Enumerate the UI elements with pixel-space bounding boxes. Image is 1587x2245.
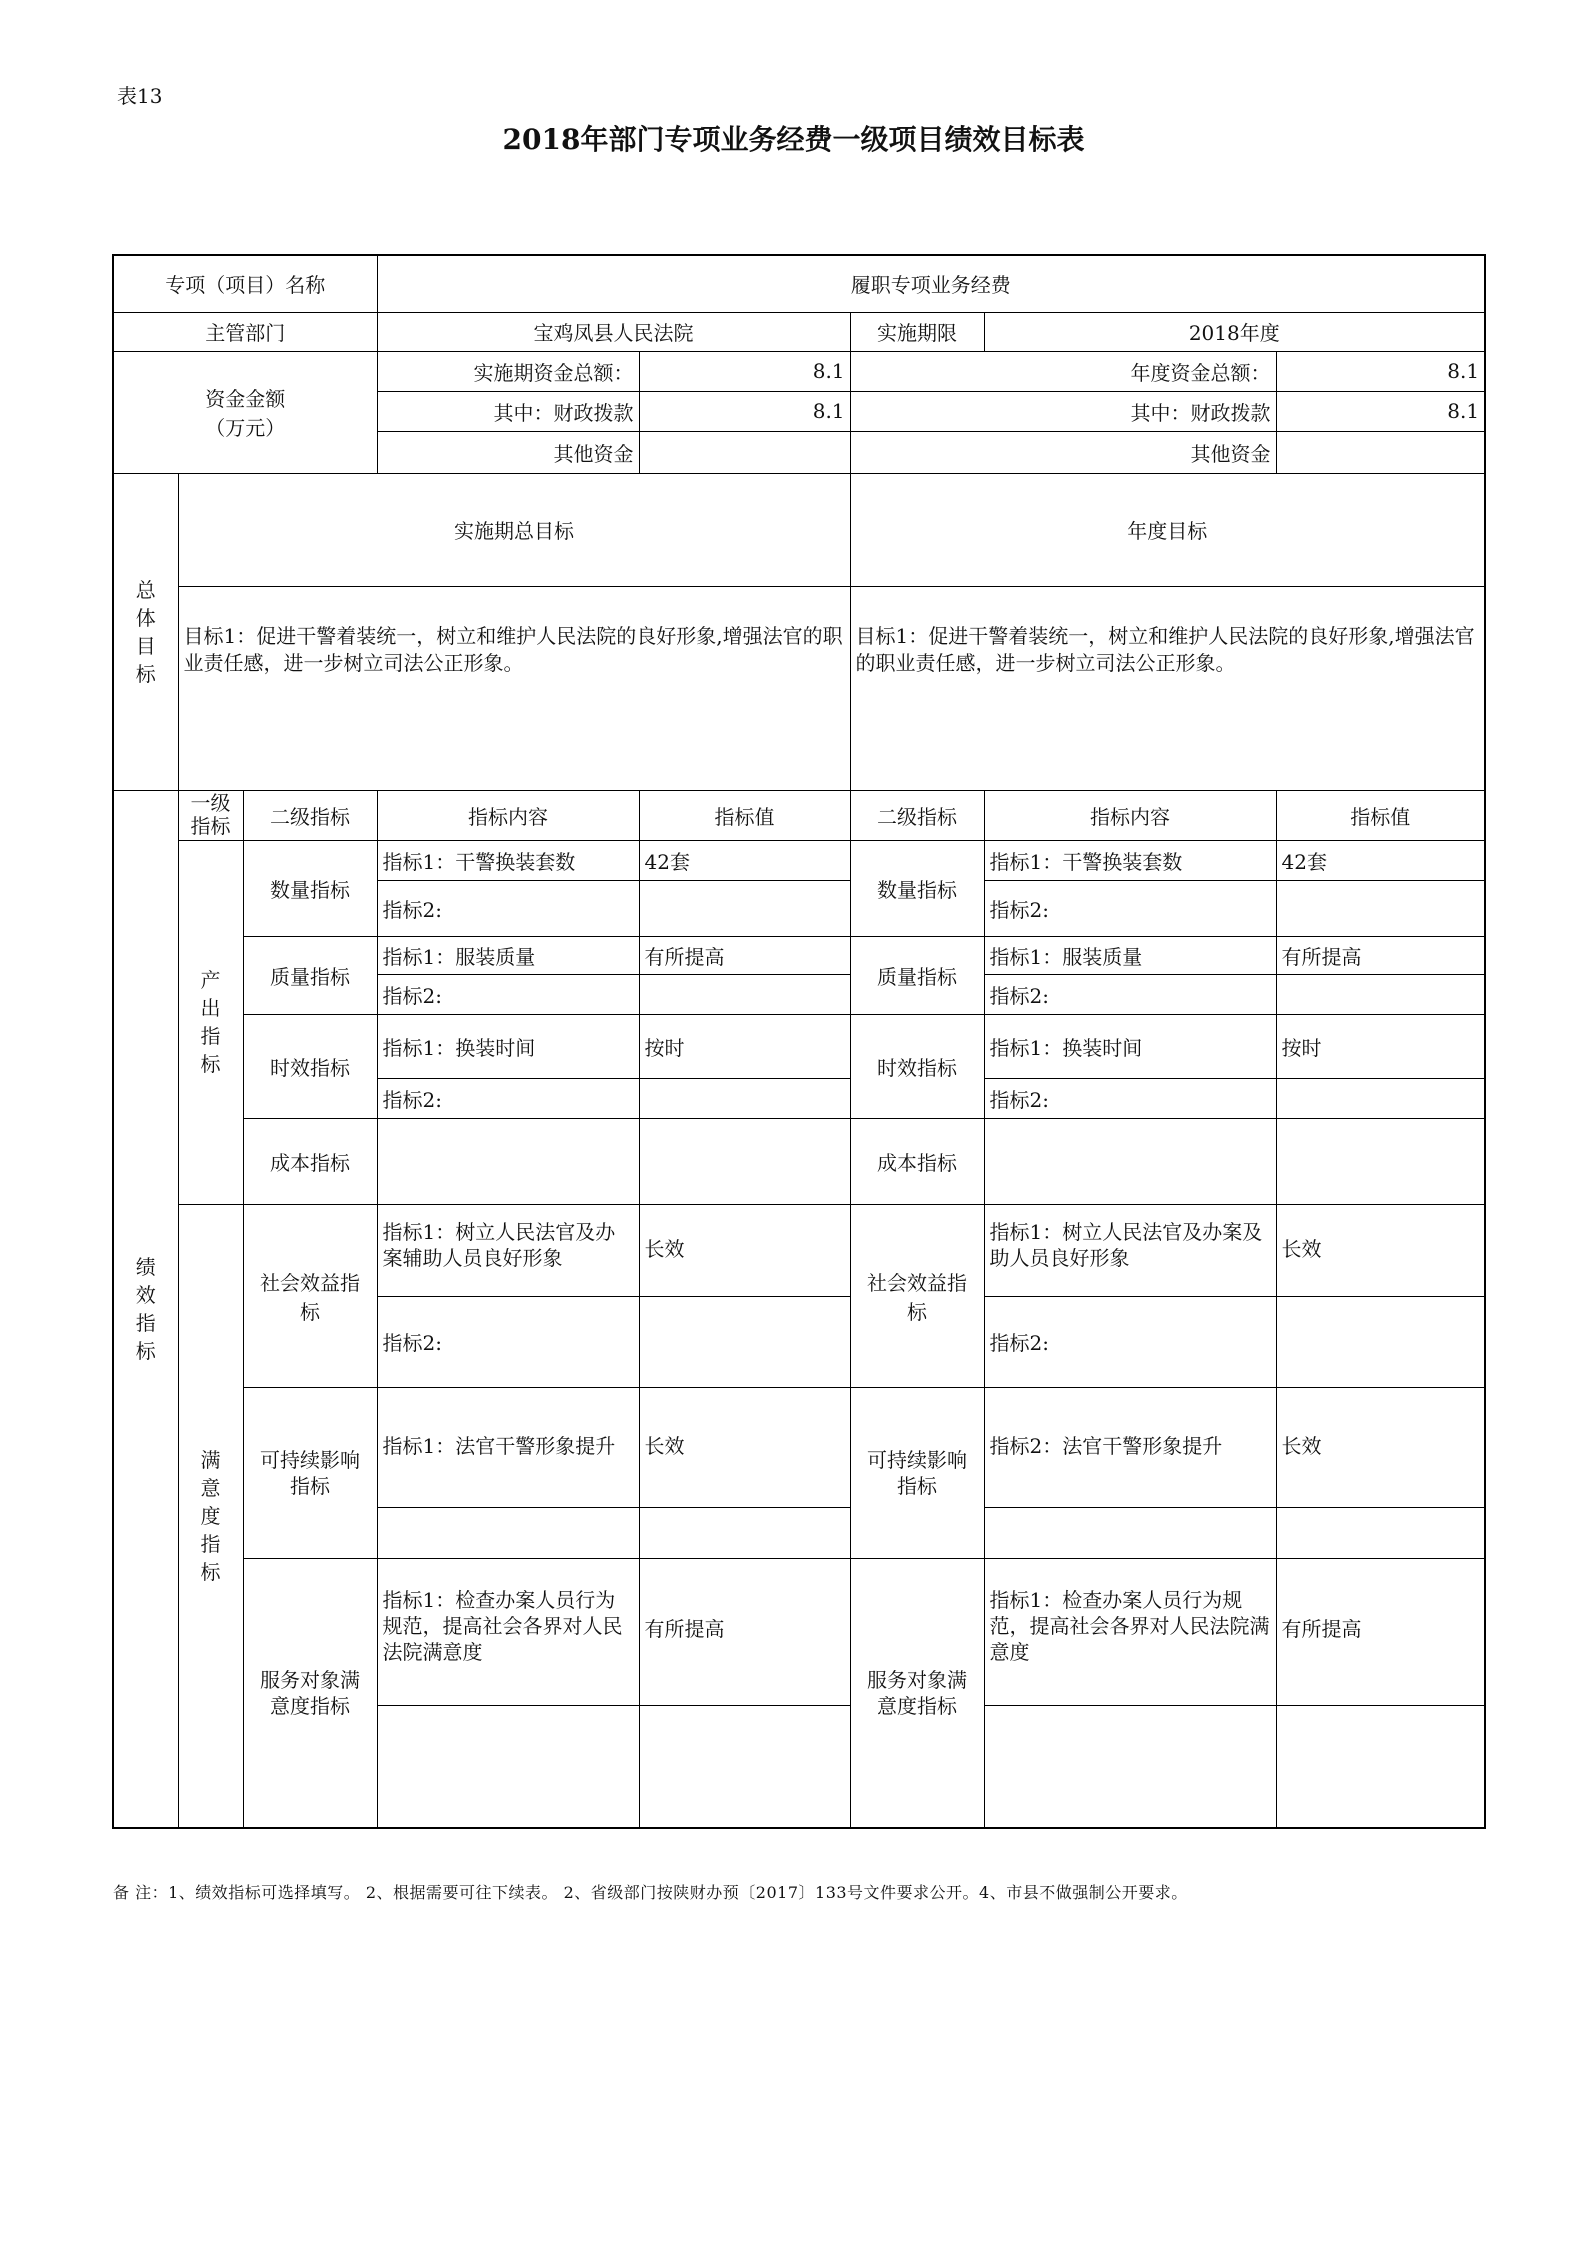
right-sustain-content-1: 指标2：法官干警形象提升	[984, 1387, 1276, 1507]
right-service-label: 服务对象满意度指标	[850, 1558, 984, 1828]
left-quantity-label: 数量指标	[243, 840, 377, 936]
right-quality-value-1: 有所提高	[1276, 936, 1485, 974]
left-social-value-1: 长效	[639, 1204, 850, 1296]
right-service-value-1: 有所提高	[1276, 1558, 1485, 1705]
period-label: 实施期限	[850, 312, 984, 351]
right-sustain-value-1: 长效	[1276, 1387, 1485, 1507]
annual-goal-header: 年度目标	[850, 473, 1485, 586]
right-sustain-content-2	[984, 1507, 1276, 1558]
funds-label-line2: （万元）	[205, 416, 286, 440]
left-service-content-2	[377, 1705, 639, 1828]
left-sustain-label: 可持续影响指标	[243, 1387, 377, 1558]
right-social-content-2: 指标2:	[984, 1296, 1276, 1387]
left-timeliness-value-2	[639, 1078, 850, 1118]
project-name-label: 专项（项目）名称	[113, 255, 377, 312]
right-timeliness-content-1: 指标1：换装时间	[984, 1014, 1276, 1078]
right-timeliness-value-1: 按时	[1276, 1014, 1485, 1078]
left-quantity-value-2	[639, 880, 850, 936]
document-title: 2018年部门专项业务经费一级项目绩效目标表	[502, 123, 1085, 156]
annual-total-value: 8.1	[1276, 351, 1485, 391]
period-other-value	[639, 431, 850, 473]
right-quantity-value-1: 42套	[1276, 840, 1485, 880]
performance-target-table	[112, 254, 1486, 1829]
left-sustain-content-2	[377, 1507, 639, 1558]
right-quality-value-2	[1276, 974, 1485, 1014]
left-quality-value-1: 有所提高	[639, 936, 850, 974]
right-timeliness-content-2: 指标2:	[984, 1078, 1276, 1118]
right-social-value-2	[1276, 1296, 1485, 1387]
annual-other-value	[1276, 431, 1485, 473]
right-value-header: 指标值	[1276, 790, 1485, 840]
left-service-value-2	[639, 1705, 850, 1828]
right-cost-value	[1276, 1118, 1485, 1204]
left-cost-value	[639, 1118, 850, 1204]
output-indicator-label: 产 出 指 标	[178, 840, 243, 1204]
right-quality-content-2: 指标2:	[984, 974, 1276, 1014]
right-quality-label: 质量指标	[850, 936, 984, 1014]
left-sustain-value-2	[639, 1507, 850, 1558]
right-service-content-1: 指标1：检查办案人员行为规范，提高社会各界对人民法院满意度	[984, 1558, 1276, 1705]
right-social-label: 社会效益指标	[850, 1204, 984, 1387]
right-quantity-content-1: 指标1：干警换装套数	[984, 840, 1276, 880]
left-service-value-1: 有所提高	[639, 1558, 850, 1705]
right-level2-header: 二级指标	[850, 790, 984, 840]
left-quality-label: 质量指标	[243, 936, 377, 1014]
right-timeliness-value-2	[1276, 1078, 1485, 1118]
annual-fiscal-value: 8.1	[1276, 391, 1485, 431]
right-content-header: 指标内容	[984, 790, 1276, 840]
period-value: 2018年度	[984, 312, 1485, 351]
funds-label-line1: 资金金额	[205, 387, 286, 411]
period-goal-header: 实施期总目标	[178, 473, 850, 586]
right-quantity-label: 数量指标	[850, 840, 984, 936]
table-number: 表13	[117, 84, 163, 108]
left-quality-content-1: 指标1：服装质量	[377, 936, 639, 974]
level1-header: 一级指标	[178, 790, 243, 840]
left-social-content-1: 指标1：树立人民法官及办案辅助人员良好形象	[377, 1204, 639, 1296]
left-content-header: 指标内容	[377, 790, 639, 840]
period-other-label: 其他资金	[377, 431, 639, 473]
right-cost-content	[984, 1118, 1276, 1204]
right-sustain-value-2	[1276, 1507, 1485, 1558]
left-value-header: 指标值	[639, 790, 850, 840]
right-service-value-2	[1276, 1705, 1485, 1828]
overall-goal-side-label: 总 体 目 标	[113, 473, 178, 790]
annual-other-label: 其他资金	[850, 431, 1276, 473]
period-fiscal-label: 其中：财政拨款	[377, 391, 639, 431]
left-level2-header: 二级指标	[243, 790, 377, 840]
right-timeliness-label: 时效指标	[850, 1014, 984, 1118]
left-quality-content-2: 指标2:	[377, 974, 639, 1014]
left-quality-value-2	[639, 974, 850, 1014]
right-social-content-1: 指标1：树立人民法官及办案及助人员良好形象	[984, 1204, 1276, 1296]
project-name-value: 履职专项业务经费	[377, 255, 1485, 312]
right-sustain-label: 可持续影响指标	[850, 1387, 984, 1558]
left-timeliness-content-2: 指标2:	[377, 1078, 639, 1118]
left-sustain-value-1: 长效	[639, 1387, 850, 1507]
period-total-value: 8.1	[639, 351, 850, 391]
annual-goal-text: 目标1：促进干警着装统一，树立和维护人民法院的良好形象,增强法官的职业责任感，进一步树立司法公正形象。	[850, 586, 1485, 790]
right-quantity-content-2: 指标2:	[984, 880, 1276, 936]
right-service-content-2	[984, 1705, 1276, 1828]
funds-label	[113, 351, 377, 473]
right-cost-label: 成本指标	[850, 1118, 984, 1204]
left-timeliness-value-1: 按时	[639, 1014, 850, 1078]
left-quantity-value-1: 42套	[639, 840, 850, 880]
right-social-value-1: 长效	[1276, 1204, 1485, 1296]
annual-total-label: 年度资金总额：	[850, 351, 1276, 391]
period-fiscal-value: 8.1	[639, 391, 850, 431]
right-quantity-value-2	[1276, 880, 1485, 936]
left-timeliness-content-1: 指标1：换装时间	[377, 1014, 639, 1078]
annual-fiscal-label: 其中：财政拨款	[850, 391, 1276, 431]
left-social-value-2	[639, 1296, 850, 1387]
satisfaction-indicator-label: 满 意 度 指 标	[178, 1204, 243, 1828]
left-cost-label: 成本指标	[243, 1118, 377, 1204]
left-sustain-content-1: 指标1：法官干警形象提升	[377, 1387, 639, 1507]
left-timeliness-label: 时效指标	[243, 1014, 377, 1118]
left-social-content-2: 指标2:	[377, 1296, 639, 1387]
dept-value: 宝鸡凤县人民法院	[377, 312, 850, 351]
left-service-label: 服务对象满意度指标	[243, 1558, 377, 1828]
left-social-label: 社会效益指标	[243, 1204, 377, 1387]
right-quality-content-1: 指标1：服装质量	[984, 936, 1276, 974]
left-quantity-content-2: 指标2:	[377, 880, 639, 936]
performance-indicator-side-label: 绩 效 指 标	[113, 790, 178, 1828]
dept-label: 主管部门	[113, 312, 377, 351]
left-cost-content	[377, 1118, 639, 1204]
period-total-label: 实施期资金总额：	[377, 351, 639, 391]
period-goal-text: 目标1：促进干警着装统一，树立和维护人民法院的良好形象,增强法官的职业责任感，进一步树立司法公正形象。	[178, 586, 850, 790]
footnote: 备 注：1、绩效指标可选择填写。 2、根据需要可往下续表。 2、省级部门按陕财办预〔2017〕133号文件要求公开。4、市县不做强制公开要求。	[113, 1883, 1188, 1902]
left-quantity-content-1: 指标1：干警换装套数	[377, 840, 639, 880]
left-service-content-1: 指标1：检查办案人员行为规范，提高社会各界对人民法院满意度	[377, 1558, 639, 1705]
